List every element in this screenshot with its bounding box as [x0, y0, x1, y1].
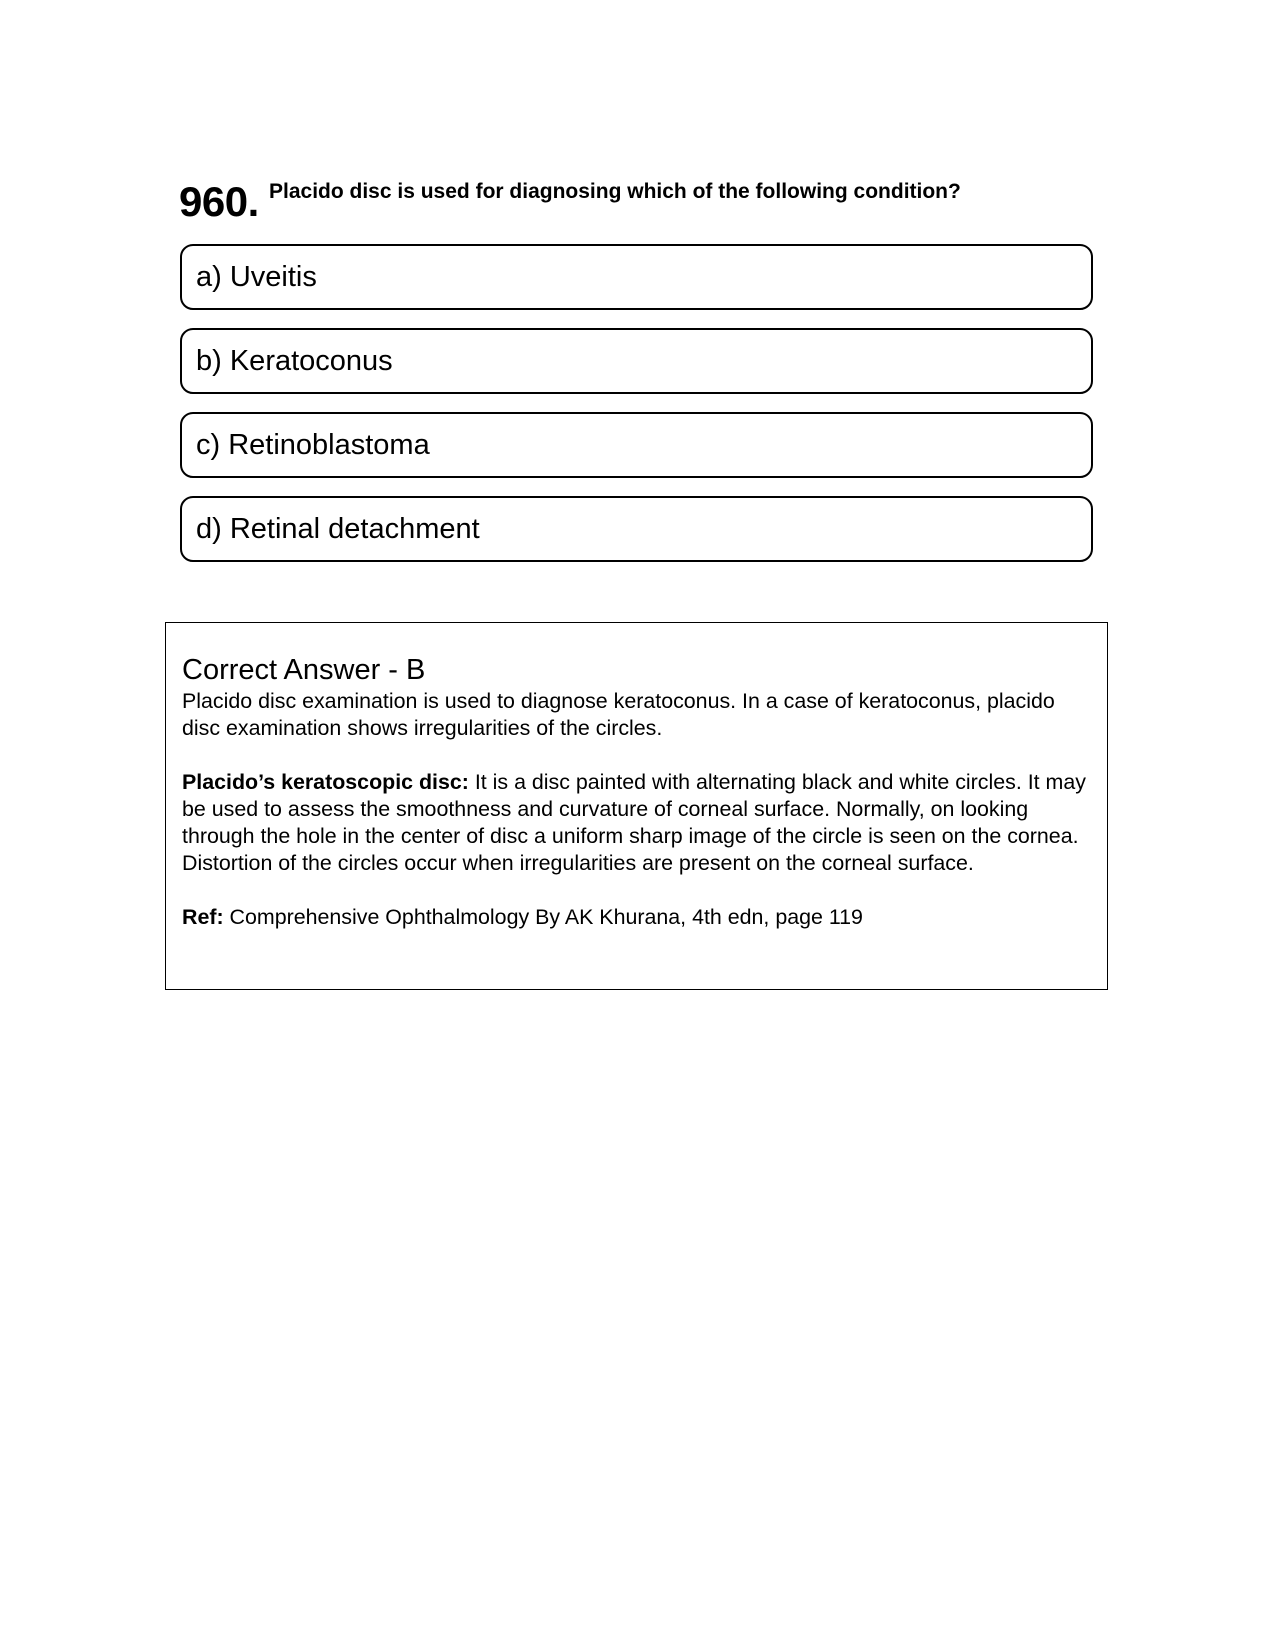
option-c[interactable]: [180, 412, 1093, 478]
option-b[interactable]: [180, 328, 1093, 394]
definition-paragraph: [182, 769, 1092, 877]
question-number: 960.: [179, 178, 259, 225]
question-header: [179, 178, 1099, 228]
answer-heading: Correct Answer - B: [182, 654, 426, 686]
option-c-label: c) Retinoblastoma: [196, 428, 430, 461]
answer-explanation: Placido disc examination is used to diagnose keratoconus. In a case of keratoconus, placido disc examination shows irregularities of the circles.: [182, 689, 1055, 740]
option-a-label: a) Uveitis: [196, 260, 317, 293]
reference-paragraph: [182, 904, 1092, 931]
question-text: Placido disc is used for diagnosing which of the following condition?: [269, 180, 961, 203]
reference-label: Ref:: [182, 905, 224, 929]
option-a[interactable]: [180, 244, 1093, 310]
definition-text: It is a disc painted with alternating black and white circles. It may be used to assess the smoothness and curvature of corneal surface. Normally, on looking through the hole in the center of disc a uniform sharp image of the circle is seen on the cornea. Distortion of the circles occur when irregularities are present on the corneal surface.: [182, 770, 1086, 875]
option-b-label: b) Keratoconus: [196, 344, 393, 377]
option-d-label: d) Retinal detachment: [196, 512, 480, 545]
definition-term: Placido’s keratoscopic disc:: [182, 770, 469, 794]
answer-box: [165, 622, 1108, 990]
option-d[interactable]: [180, 496, 1093, 562]
reference-text: Comprehensive Ophthalmology By AK Khurana, 4th edn, page 119: [223, 905, 863, 929]
